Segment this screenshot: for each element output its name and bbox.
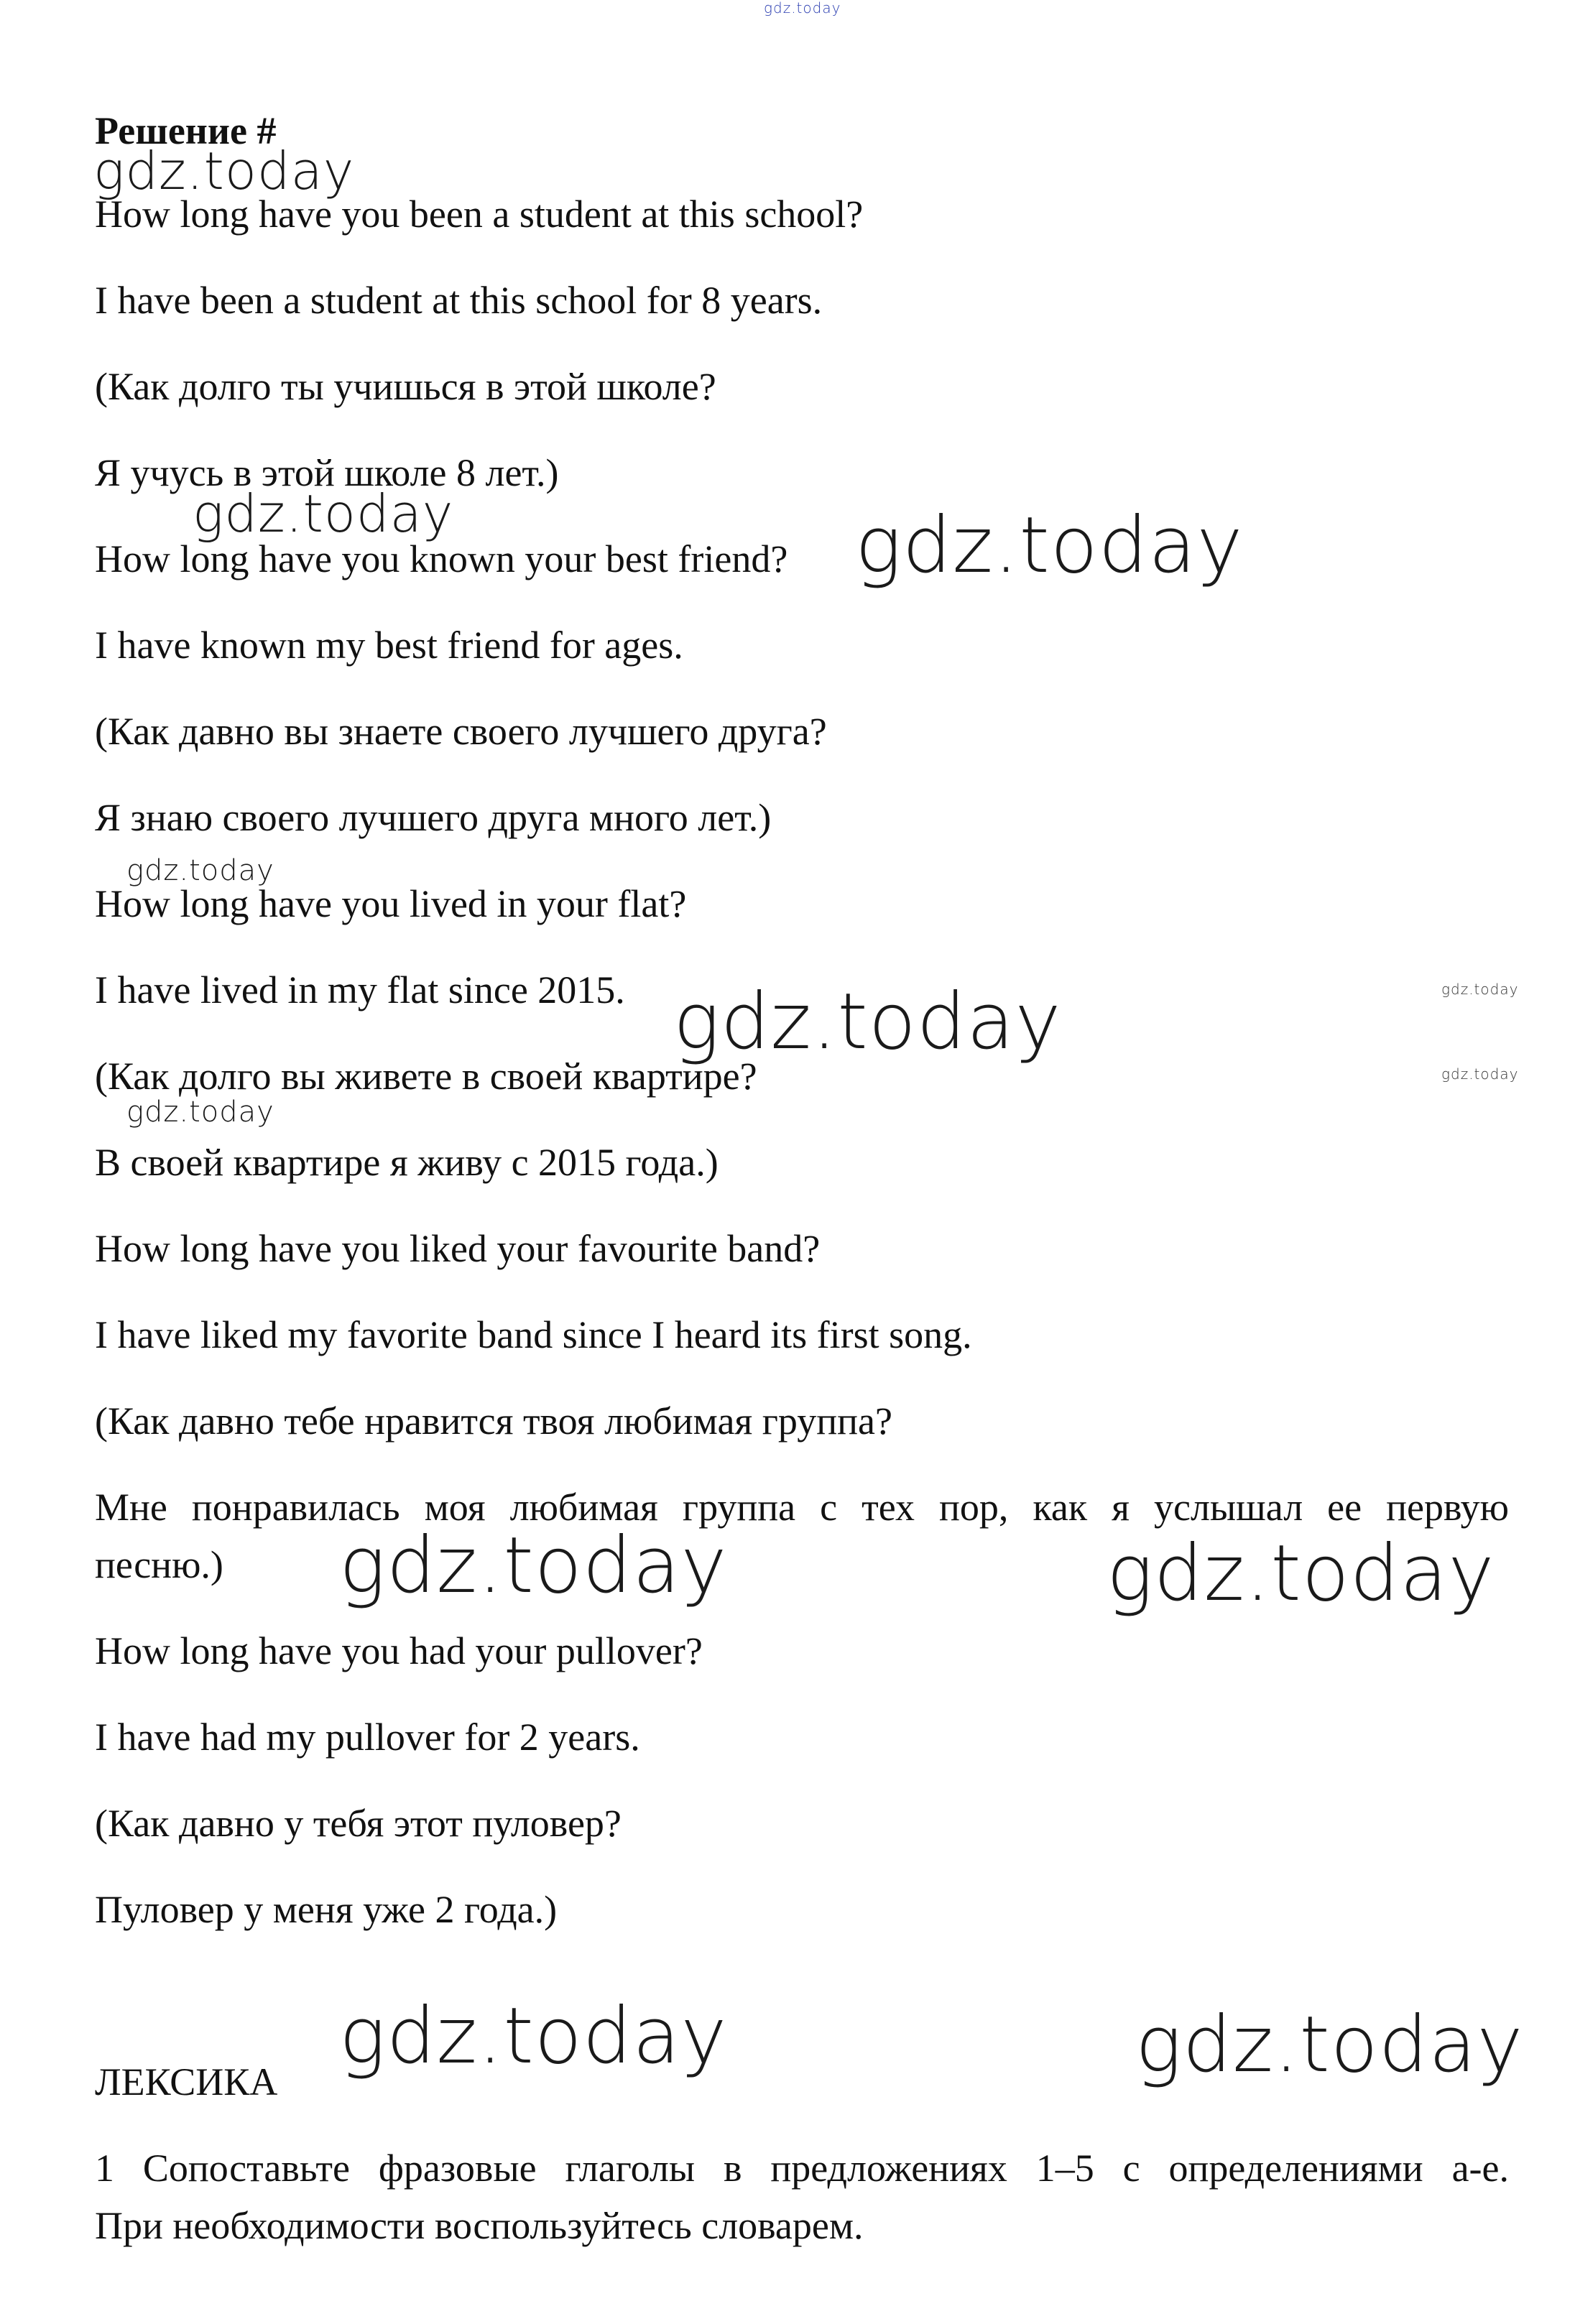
- section-title: ЛЕКСИКА: [95, 2060, 278, 2103]
- answer-line: I have been a student at this school for 8 years.: [95, 279, 823, 322]
- translation-line: В своей квартире я живу с 2015 года.): [95, 1141, 719, 1184]
- translation-line: (Как долго вы живете в своей квартире?: [95, 1055, 757, 1098]
- watermark: gdz.today: [126, 854, 274, 887]
- watermark: gdz.today: [126, 1096, 274, 1129]
- watermark: gdz.today: [1441, 981, 1519, 998]
- translation-line: (Как давно вы знаете своего лучшего друга?: [95, 710, 827, 753]
- translation-line: (Как давно у тебя этот пуловер?: [95, 1802, 622, 1845]
- watermark: gdz.today: [1135, 2000, 1524, 2090]
- question-line: How long have you liked your favourite band?: [95, 1227, 821, 1270]
- translation-line: (Как долго ты учишься в этой школе?: [95, 365, 716, 408]
- watermark: gdz.today: [764, 0, 841, 17]
- watermark: gdz.today: [1107, 1529, 1495, 1619]
- watermark: gdz.today: [1441, 1065, 1519, 1083]
- answer-line: I have had my pullover for 2 years.: [95, 1716, 640, 1759]
- question-line: How long have you been a student at this school?: [95, 193, 864, 236]
- answer-line: I have known my best friend for ages.: [95, 624, 683, 667]
- translation-line: Я учусь в этой школе 8 лет.): [95, 451, 559, 494]
- translation-line: Пуловер у меня уже 2 года.): [95, 1888, 558, 1931]
- translation-line: песню.): [95, 1543, 223, 1586]
- answer-line: I have liked my favorite band since I heard its first song.: [95, 1313, 972, 1356]
- question-line: How long have you known your best friend?: [95, 537, 788, 580]
- task-text: При необходимости воспользуйтесь словарем.: [95, 2204, 864, 2247]
- watermark: gdz.today: [193, 483, 454, 544]
- question-line: How long have you had your pullover?: [95, 1629, 703, 1672]
- translation-line: Мне понравилась моя любимая группа с тех пор, как я услышал ее первую: [95, 1486, 1509, 1529]
- watermark: gdz.today: [339, 1521, 728, 1611]
- translation-line: (Как давно тебе нравится твоя любимая группа?: [95, 1399, 892, 1443]
- watermark: gdz.today: [93, 141, 355, 201]
- task-text: 1 Сопоставьте фразовые глаголы в предложениях 1–5 с определениями a-e.: [95, 2147, 1509, 2190]
- question-line: How long have you lived in your flat?: [95, 882, 687, 925]
- watermark: gdz.today: [339, 1991, 728, 2081]
- translation-line: Я знаю своего лучшего друга много лет.): [95, 796, 772, 839]
- answer-line: I have lived in my flat since 2015.: [95, 968, 625, 1011]
- solution-heading: Решение #: [95, 109, 277, 152]
- watermark: gdz.today: [673, 977, 1062, 1067]
- watermark: gdz.today: [855, 501, 1244, 591]
